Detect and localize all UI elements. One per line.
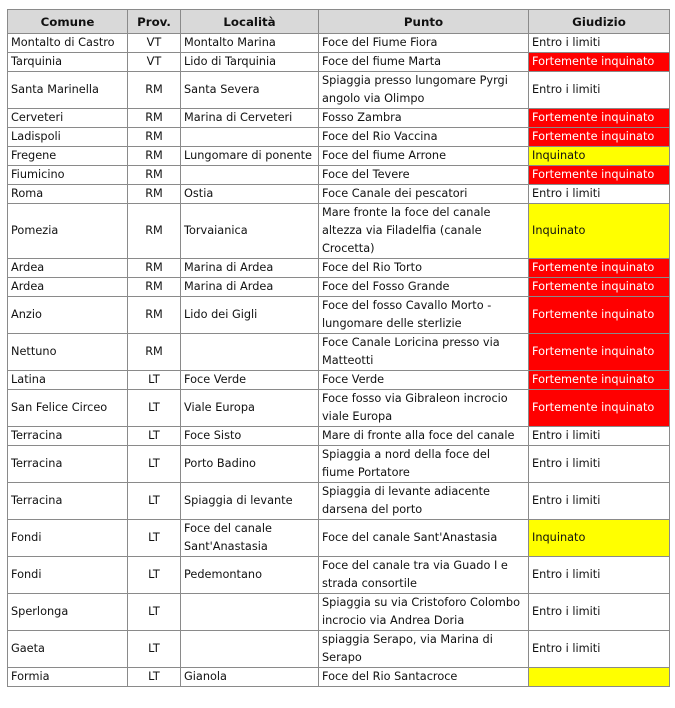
cell-localita: Torvaianica: [181, 204, 319, 259]
cell-prov: RM: [128, 297, 181, 334]
cell-prov: RM: [128, 147, 181, 166]
cell-comune: Terracina: [8, 427, 128, 446]
table-row: [8, 166, 670, 185]
cell-punto: Foce del Tevere: [319, 166, 529, 185]
cell-giudizio: Inquinato: [529, 520, 670, 557]
table-row: [8, 185, 670, 204]
cell-prov: LT: [128, 390, 181, 427]
cell-localita: Lido di Tarquinia: [181, 53, 319, 72]
cell-punto: Foce Canale dei pescatori: [319, 185, 529, 204]
cell-punto: Foce fosso via Gibraleon incrocio viale Europa: [319, 390, 529, 427]
header-giudizio: Giudizio: [529, 10, 670, 34]
cell-giudizio: Entro i limiti: [529, 446, 670, 483]
cell-prov: LT: [128, 427, 181, 446]
table-row: [8, 446, 670, 483]
cell-punto: Foce Verde: [319, 371, 529, 390]
header-row: [8, 10, 670, 34]
cell-localita: Spiaggia di levante: [181, 483, 319, 520]
table-row: [8, 334, 670, 371]
cell-giudizio: Inquinato: [529, 204, 670, 259]
cell-prov: LT: [128, 520, 181, 557]
cell-punto: Foce del fiume Marta: [319, 53, 529, 72]
cell-localita: Marina di Ardea: [181, 278, 319, 297]
cell-comune: Anzio: [8, 297, 128, 334]
cell-prov: LT: [128, 631, 181, 668]
cell-punto: Foce del Fosso Grande: [319, 278, 529, 297]
table-row: [8, 631, 670, 668]
cell-localita: Montalto Marina: [181, 34, 319, 53]
table-row: [8, 204, 670, 259]
cell-comune: Roma: [8, 185, 128, 204]
cell-giudizio: Fortemente inquinato: [529, 297, 670, 334]
table-row: [8, 427, 670, 446]
cell-prov: VT: [128, 34, 181, 53]
cell-punto: Foce del fosso Cavallo Morto - lungomare delle sterlizie: [319, 297, 529, 334]
cell-giudizio: Fortemente inquinato: [529, 109, 670, 128]
cell-comune: Terracina: [8, 446, 128, 483]
cell-localita: Foce Verde: [181, 371, 319, 390]
cell-comune: Fondi: [8, 520, 128, 557]
table-row: [8, 147, 670, 166]
cell-comune: Sperlonga: [8, 594, 128, 631]
cell-punto: Foce Canale Loricina presso via Matteotti: [319, 334, 529, 371]
cell-punto: Foce del Rio Torto: [319, 259, 529, 278]
cell-localita: Lido dei Gigli: [181, 297, 319, 334]
cell-prov: RM: [128, 278, 181, 297]
cell-comune: Fondi: [8, 557, 128, 594]
cell-localita: Lungomare di ponente: [181, 147, 319, 166]
cell-prov: VT: [128, 53, 181, 72]
table-row: [8, 259, 670, 278]
table-row: [8, 128, 670, 147]
cell-punto: Foce del canale Sant'Anastasia: [319, 520, 529, 557]
cell-punto: Mare di fronte alla foce del canale: [319, 427, 529, 446]
cell-punto: Fosso Zambra: [319, 109, 529, 128]
cell-comune: Tarquinia: [8, 53, 128, 72]
cell-comune: Ardea: [8, 259, 128, 278]
table-row: [8, 668, 670, 687]
cell-prov: LT: [128, 557, 181, 594]
cell-comune: Ardea: [8, 278, 128, 297]
cell-punto: Foce del Rio Santacroce: [319, 668, 529, 687]
cell-giudizio: Fortemente inquinato: [529, 390, 670, 427]
cell-comune: Gaeta: [8, 631, 128, 668]
cell-comune: Formia: [8, 668, 128, 687]
table-row: [8, 109, 670, 128]
cell-prov: RM: [128, 204, 181, 259]
cell-punto: spiaggia Serapo, via Marina di Serapo: [319, 631, 529, 668]
cell-punto: Spiaggia di levante adiacente darsena del porto: [319, 483, 529, 520]
cell-punto: Spiaggia a nord della foce del fiume Portatore: [319, 446, 529, 483]
water-quality-table: [7, 9, 670, 687]
table-row: [8, 483, 670, 520]
table-row: [8, 278, 670, 297]
table-row: [8, 594, 670, 631]
cell-prov: LT: [128, 371, 181, 390]
cell-giudizio: Entro i limiti: [529, 34, 670, 53]
cell-giudizio: Entro i limiti: [529, 557, 670, 594]
table-row: [8, 297, 670, 334]
cell-giudizio: Fortemente inquinato: [529, 278, 670, 297]
cell-prov: RM: [128, 166, 181, 185]
cell-localita: Foce del canale Sant'Anastasia: [181, 520, 319, 557]
table-row: [8, 72, 670, 109]
table-row: [8, 520, 670, 557]
cell-comune: Pomezia: [8, 204, 128, 259]
cell-punto: Foce del Rio Vaccina: [319, 128, 529, 147]
cell-prov: LT: [128, 446, 181, 483]
cell-prov: RM: [128, 334, 181, 371]
cell-prov: RM: [128, 128, 181, 147]
cell-localita: [181, 166, 319, 185]
cell-punto: Mare fronte la foce del canale altezza via Filadelfia (canale Crocetta): [319, 204, 529, 259]
cell-comune: Ladispoli: [8, 128, 128, 147]
cell-giudizio: Fortemente inquinato: [529, 371, 670, 390]
table-row: [8, 557, 670, 594]
cell-prov: RM: [128, 259, 181, 278]
cell-localita: Pedemontano: [181, 557, 319, 594]
cell-giudizio: Fortemente inquinato: [529, 259, 670, 278]
table-row: [8, 34, 670, 53]
cell-prov: LT: [128, 483, 181, 520]
cell-punto: Foce del fiume Arrone: [319, 147, 529, 166]
cell-giudizio: Entro i limiti: [529, 72, 670, 109]
cell-localita: Foce Sisto: [181, 427, 319, 446]
cell-comune: Fregene: [8, 147, 128, 166]
cell-localita: [181, 334, 319, 371]
cell-comune: Fiumicino: [8, 166, 128, 185]
cell-prov: RM: [128, 185, 181, 204]
cell-punto: Spiaggia su via Cristoforo Colombo incrocio via Andrea Doria: [319, 594, 529, 631]
cell-giudizio: Entro i limiti: [529, 631, 670, 668]
cell-giudizio: Inquinato: [529, 147, 670, 166]
cell-comune: Cerveteri: [8, 109, 128, 128]
cell-comune: Santa Marinella: [8, 72, 128, 109]
cell-prov: LT: [128, 668, 181, 687]
cell-giudizio: [529, 668, 670, 687]
cell-punto: Foce del Fiume Fiora: [319, 34, 529, 53]
header-comune: Comune: [8, 10, 128, 34]
cell-giudizio: Entro i limiti: [529, 483, 670, 520]
header-punto: Punto: [319, 10, 529, 34]
cell-localita: Marina di Ardea: [181, 259, 319, 278]
cell-prov: RM: [128, 72, 181, 109]
cell-giudizio: Fortemente inquinato: [529, 128, 670, 147]
cell-punto: Foce del canale tra via Guado I e strada consortile: [319, 557, 529, 594]
cell-localita: Ostia: [181, 185, 319, 204]
cell-localita: Santa Severa: [181, 72, 319, 109]
cell-localita: Viale Europa: [181, 390, 319, 427]
cell-comune: Montalto di Castro: [8, 34, 128, 53]
cell-localita: [181, 631, 319, 668]
table-row: [8, 390, 670, 427]
cell-comune: Latina: [8, 371, 128, 390]
cell-comune: Nettuno: [8, 334, 128, 371]
table-row: [8, 53, 670, 72]
table-row: [8, 371, 670, 390]
header-localita: Località: [181, 10, 319, 34]
cell-punto: Spiaggia presso lungomare Pyrgi angolo via Olimpo: [319, 72, 529, 109]
cell-giudizio: Entro i limiti: [529, 185, 670, 204]
cell-comune: Terracina: [8, 483, 128, 520]
cell-giudizio: Fortemente inquinato: [529, 334, 670, 371]
cell-localita: Porto Badino: [181, 446, 319, 483]
header-prov: Prov.: [128, 10, 181, 34]
cell-comune: San Felice Circeo: [8, 390, 128, 427]
cell-giudizio: Entro i limiti: [529, 427, 670, 446]
cell-prov: RM: [128, 109, 181, 128]
cell-giudizio: Fortemente inquinato: [529, 53, 670, 72]
cell-localita: [181, 594, 319, 631]
cell-localita: Gianola: [181, 668, 319, 687]
cell-giudizio: Fortemente inquinato: [529, 166, 670, 185]
cell-giudizio: Entro i limiti: [529, 594, 670, 631]
cell-localita: Marina di Cerveteri: [181, 109, 319, 128]
cell-prov: LT: [128, 594, 181, 631]
cell-localita: [181, 128, 319, 147]
